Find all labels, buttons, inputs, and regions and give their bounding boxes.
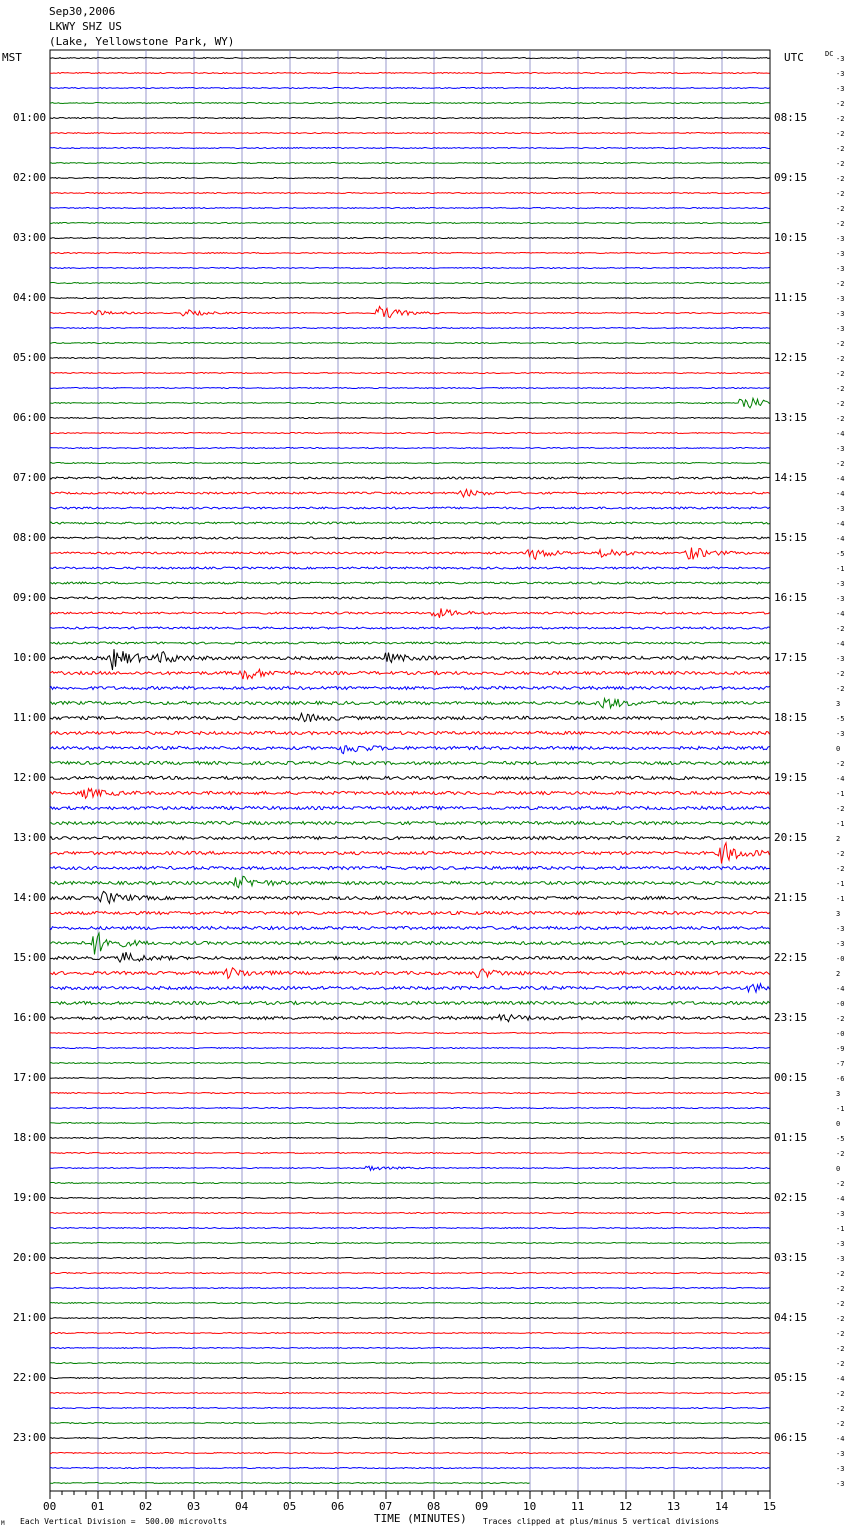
dc-offset-label: -3: [836, 85, 845, 93]
trace-row-24: [50, 418, 770, 419]
trace-row-0: [50, 58, 770, 59]
x-tick-label: 02: [139, 1500, 153, 1513]
dc-offset-label: -3: [836, 730, 845, 738]
dc-offset-label: -3: [836, 925, 845, 933]
left-hour-label: 19:00: [13, 1191, 47, 1204]
dc-offset-label: -3: [836, 295, 845, 303]
dc-offset-label: -1: [836, 880, 845, 888]
trace-row-16: [50, 298, 770, 299]
dc-offset-label: -6: [836, 1075, 845, 1083]
trace-row-4: [50, 118, 770, 119]
dc-offset-label: -2: [836, 100, 845, 108]
dc-offset-label: -2: [836, 340, 845, 348]
right-hour-label: 23:15: [774, 1011, 808, 1024]
dc-offset-label: -2: [836, 280, 845, 288]
trace-row-82: [50, 1288, 770, 1289]
dc-offset-label: -2: [836, 625, 845, 633]
trace-row-63: [50, 1001, 770, 1004]
dc-offset-label: -2: [836, 190, 845, 198]
trace-row-58: [50, 926, 770, 929]
trace-row-41: [50, 669, 770, 679]
trace-row-81: [50, 1273, 770, 1274]
right-hour-label: 04:15: [774, 1311, 808, 1324]
dc-offset-label: 3: [836, 910, 841, 918]
header-date: Sep30,2006: [49, 5, 116, 18]
dc-offset-label: -5: [836, 550, 845, 558]
trace-row-32: [50, 537, 770, 539]
trace-row-2: [50, 88, 770, 89]
header-location: (Lake, Yellowstone Park, WY): [49, 35, 235, 48]
dc-offset-label: 3: [836, 1090, 841, 1098]
right-hour-label: 10:15: [774, 231, 808, 244]
trace-row-40: [50, 649, 770, 670]
dc-offset-label: -5: [836, 1135, 845, 1143]
left-hour-label: 15:00: [13, 951, 47, 964]
left-timezone-label: MST: [2, 51, 22, 64]
dc-offset-label: 0: [836, 745, 841, 753]
dc-offset-label: -2: [836, 685, 845, 693]
left-hour-label: 23:00: [13, 1431, 47, 1444]
trace-row-23: [50, 398, 770, 408]
trace-row-35: [50, 582, 770, 584]
dc-offset-label: -4: [836, 520, 845, 528]
dc-offset-label: -3: [836, 70, 845, 78]
dc-offset-label: -3: [836, 265, 845, 273]
trace-row-74: [50, 1166, 770, 1170]
left-hour-label: 06:00: [13, 411, 47, 424]
right-hour-label: 06:15: [774, 1431, 808, 1444]
x-tick-label: 14: [715, 1500, 729, 1513]
dc-offset-label: -2: [836, 160, 845, 168]
x-tick-label: 13: [667, 1500, 681, 1513]
dc-offset-label: -0: [836, 1000, 845, 1008]
trace-row-64: [50, 1015, 770, 1022]
trace-row-52: [50, 836, 770, 839]
trace-row-37: [50, 608, 770, 617]
trace-row-92: [50, 1438, 770, 1439]
trace-row-30: [50, 507, 770, 509]
dc-offset-label: -2: [836, 400, 845, 408]
right-hour-label: 11:15: [774, 291, 808, 304]
trace-row-45: [50, 731, 770, 734]
trace-row-87: [50, 1363, 770, 1364]
x-tick-label: 01: [91, 1500, 105, 1513]
dc-offset-label: -2: [836, 1180, 845, 1188]
trace-row-59: [50, 933, 770, 954]
left-hour-label: 20:00: [13, 1251, 47, 1264]
dc-offset-label: -1: [836, 790, 845, 798]
left-hour-label: 10:00: [13, 651, 47, 664]
trace-row-62: [50, 984, 770, 993]
trace-row-54: [50, 866, 770, 869]
dc-offset-label: -3: [836, 445, 845, 453]
trace-row-34: [50, 567, 770, 569]
right-hour-label: 02:15: [774, 1191, 808, 1204]
trace-row-93: [50, 1453, 770, 1454]
dc-offset-label: -2: [836, 460, 845, 468]
trace-row-25: [50, 433, 770, 434]
clip-note: Traces clipped at plus/minus 5 vertical divisions: [483, 1517, 720, 1526]
trace-row-55: [50, 876, 770, 887]
dc-offset-label: -1: [836, 820, 845, 828]
scale-note: Each Vertical Division = 500.00 microvolts: [20, 1517, 228, 1526]
plot-frame: [50, 50, 770, 1491]
trace-row-70: [50, 1108, 770, 1109]
left-hour-label: 12:00: [13, 771, 47, 784]
dc-header-label: DC: [825, 50, 834, 58]
trace-row-11: [50, 223, 770, 224]
x-tick-label: 11: [571, 1500, 585, 1513]
right-hour-label: 22:15: [774, 951, 808, 964]
dc-offset-label: -4: [836, 1435, 845, 1443]
trace-row-84: [50, 1318, 770, 1319]
x-tick-label: 05: [283, 1500, 297, 1513]
dc-offset-label: -2: [836, 805, 845, 813]
dc-offset-label: -3: [836, 1465, 845, 1473]
trace-row-72: [50, 1138, 770, 1139]
dc-offset-label: -2: [836, 1420, 845, 1428]
trace-row-9: [50, 193, 770, 194]
right-hour-label: 12:15: [774, 351, 808, 364]
left-hour-label: 01:00: [13, 111, 47, 124]
x-tick-label: 10: [523, 1500, 537, 1513]
dc-offset-label: -3: [836, 655, 845, 663]
x-tick-label: 06: [331, 1500, 345, 1513]
trace-row-90: [50, 1408, 770, 1409]
dc-offset-label: -2: [836, 1015, 845, 1023]
x-tick-label: 08: [427, 1500, 441, 1513]
trace-row-57: [50, 911, 770, 914]
left-hour-label: 08:00: [13, 531, 47, 544]
left-hour-label: 11:00: [13, 711, 47, 724]
left-hour-label: 14:00: [13, 891, 47, 904]
left-hour-label: 13:00: [13, 831, 47, 844]
left-hour-label: 02:00: [13, 171, 47, 184]
trace-row-73: [50, 1153, 770, 1154]
dc-offset-label: -9: [836, 1045, 845, 1053]
trace-row-89: [50, 1393, 770, 1394]
right-hour-label: 15:15: [774, 531, 808, 544]
dc-offset-label: -2: [836, 1390, 845, 1398]
dc-offset-label: -2: [836, 175, 845, 183]
trace-row-94: [50, 1468, 770, 1469]
dc-offset-label: -2: [836, 370, 845, 378]
dc-offset-label: -5: [836, 715, 845, 723]
right-hour-label: 20:15: [774, 831, 808, 844]
right-hour-label: 16:15: [774, 591, 808, 604]
dc-offset-label: -1: [836, 895, 845, 903]
left-hour-label: 21:00: [13, 1311, 47, 1324]
x-tick-label: 12: [619, 1500, 633, 1513]
trace-row-12: [50, 238, 770, 239]
x-tick-label: 03: [187, 1500, 201, 1513]
dc-offset-label: -3: [836, 55, 845, 63]
right-hour-label: 19:15: [774, 771, 808, 784]
trace-row-3: [50, 103, 770, 104]
x-tick-label: 15: [763, 1500, 777, 1513]
right-hour-label: 03:15: [774, 1251, 808, 1264]
trace-row-86: [50, 1348, 770, 1349]
trace-row-31: [50, 522, 770, 524]
dc-offset-label: -2: [836, 865, 845, 873]
dc-offset-label: -2: [836, 1405, 845, 1413]
trace-row-20: [50, 358, 770, 359]
trace-row-60: [50, 952, 770, 962]
right-hour-label: 18:15: [774, 711, 808, 724]
trace-row-50: [50, 806, 770, 809]
dc-offset-label: -2: [836, 1330, 845, 1338]
trace-row-85: [50, 1333, 770, 1334]
dc-offset-label: 2: [836, 835, 841, 843]
trace-row-29: [50, 489, 770, 497]
dc-offset-label: -2: [836, 415, 845, 423]
left-hour-label: 17:00: [13, 1071, 47, 1084]
dc-offset-label: -4: [836, 775, 845, 783]
dc-offset-label: -2: [836, 220, 845, 228]
trace-row-49: [50, 789, 770, 799]
trace-row-18: [50, 328, 770, 329]
dc-offset-label: 2: [836, 970, 841, 978]
trace-row-79: [50, 1243, 770, 1244]
trace-row-66: [50, 1048, 770, 1049]
trace-row-33: [50, 548, 770, 560]
dc-offset-label: -0: [836, 955, 845, 963]
dc-offset-label: -3: [836, 1480, 845, 1488]
x-tick-label: 00: [43, 1500, 57, 1513]
dc-offset-label: -2: [836, 1270, 845, 1278]
trace-row-1: [50, 73, 770, 74]
dc-offset-label: -4: [836, 610, 845, 618]
dc-offset-label: 3: [836, 700, 841, 708]
dc-offset-label: -2: [836, 760, 845, 768]
dc-offset-label: -4: [836, 475, 845, 483]
left-hour-label: 04:00: [13, 291, 47, 304]
trace-row-51: [50, 821, 770, 824]
trace-row-39: [50, 642, 770, 644]
right-hour-label: 01:15: [774, 1131, 808, 1144]
trace-row-46: [50, 746, 770, 754]
trace-row-14: [50, 268, 770, 269]
dc-offset-label: -3: [836, 1240, 845, 1248]
dc-offset-label: -0: [836, 1030, 845, 1038]
right-hour-label: 21:15: [774, 891, 808, 904]
right-hour-label: 05:15: [774, 1371, 808, 1384]
trace-row-71: [50, 1123, 770, 1124]
right-hour-label: 08:15: [774, 111, 808, 124]
dc-offset-label: -2: [836, 145, 845, 153]
dc-offset-label: -3: [836, 1255, 845, 1263]
x-tick-label: 07: [379, 1500, 393, 1513]
left-hour-label: 07:00: [13, 471, 47, 484]
left-hour-label: 22:00: [13, 1371, 47, 1384]
dc-offset-label: -3: [836, 1450, 845, 1458]
trace-row-22: [50, 388, 770, 389]
trace-row-5: [50, 133, 770, 134]
trace-row-21: [50, 373, 770, 374]
trace-row-13: [50, 253, 770, 254]
corner-mark: M: [1, 1520, 5, 1527]
dc-offset-label: -2: [836, 1150, 845, 1158]
trace-row-69: [50, 1093, 770, 1094]
left-hour-label: 09:00: [13, 591, 47, 604]
dc-offset-label: -7: [836, 1060, 845, 1068]
trace-row-47: [50, 761, 770, 764]
dc-offset-label: -4: [836, 640, 845, 648]
dc-offset-label: -3: [836, 505, 845, 513]
dc-offset-label: 0: [836, 1120, 841, 1128]
trace-row-61: [50, 968, 770, 979]
dc-offset-label: -1: [836, 1225, 845, 1233]
trace-row-15: [50, 283, 770, 284]
trace-row-27: [50, 463, 770, 464]
trace-row-44: [50, 713, 770, 722]
dc-offset-label: -2: [836, 1300, 845, 1308]
trace-row-53: [50, 843, 770, 864]
dc-offset-label: -3: [836, 1210, 845, 1218]
x-tick-label: 04: [235, 1500, 249, 1513]
dc-offset-label: -3: [836, 580, 845, 588]
trace-row-19: [50, 343, 770, 344]
dc-offset-label: -4: [836, 490, 845, 498]
trace-row-65: [50, 1033, 770, 1034]
left-hour-label: 18:00: [13, 1131, 47, 1144]
right-timezone-label: UTC: [784, 51, 804, 64]
dc-offset-label: -2: [836, 130, 845, 138]
dc-offset-label: -2: [836, 1345, 845, 1353]
trace-row-8: [50, 178, 770, 179]
x-axis-title: TIME (MINUTES): [374, 1512, 467, 1525]
dc-offset-label: -2: [836, 1285, 845, 1293]
left-hour-label: 03:00: [13, 231, 47, 244]
trace-row-48: [50, 776, 770, 779]
right-hour-label: 00:15: [774, 1071, 808, 1084]
trace-row-38: [50, 627, 770, 629]
trace-row-36: [50, 597, 770, 599]
header-station: LKWY SHZ US: [49, 20, 122, 33]
dc-offset-label: -1: [836, 1105, 845, 1113]
trace-row-77: [50, 1213, 770, 1214]
dc-offset-label: -4: [836, 1195, 845, 1203]
dc-offset-label: -2: [836, 850, 845, 858]
dc-offset-label: -4: [836, 535, 845, 543]
dc-offset-label: -2: [836, 205, 845, 213]
trace-row-7: [50, 163, 770, 164]
dc-offset-label: -3: [836, 250, 845, 258]
trace-row-91: [50, 1423, 770, 1424]
trace-row-68: [50, 1078, 770, 1079]
dc-offset-label: -3: [836, 325, 845, 333]
dc-offset-label: -4: [836, 430, 845, 438]
trace-row-88: [50, 1378, 770, 1379]
trace-row-6: [50, 148, 770, 149]
trace-row-28: [50, 477, 770, 479]
dc-offset-label: -2: [836, 115, 845, 123]
trace-row-80: [50, 1258, 770, 1259]
dc-offset-label: -2: [836, 1315, 845, 1323]
trace-row-83: [50, 1303, 770, 1304]
right-hour-label: 13:15: [774, 411, 808, 424]
right-hour-label: 09:15: [774, 171, 808, 184]
dc-offset-label: -3: [836, 235, 845, 243]
trace-row-75: [50, 1183, 770, 1184]
left-hour-label: 05:00: [13, 351, 47, 364]
trace-row-67: [50, 1063, 770, 1064]
dc-offset-label: -4: [836, 1375, 845, 1383]
trace-row-42: [50, 686, 770, 689]
trace-row-76: [50, 1198, 770, 1199]
dc-offset-label: -2: [836, 355, 845, 363]
dc-offset-label: -2: [836, 670, 845, 678]
dc-offset-label: 0: [836, 1165, 841, 1173]
dc-offset-label: -2: [836, 1360, 845, 1368]
dc-offset-label: -3: [836, 940, 845, 948]
trace-row-26: [50, 448, 770, 449]
trace-row-56: [50, 891, 770, 903]
dc-offset-label: -3: [836, 595, 845, 603]
trace-row-10: [50, 208, 770, 209]
left-hour-label: 16:00: [13, 1011, 47, 1024]
trace-row-17: [50, 306, 770, 317]
dc-offset-label: -2: [836, 385, 845, 393]
trace-row-43: [50, 699, 770, 709]
x-tick-label: 09: [475, 1500, 489, 1513]
dc-offset-label: -4: [836, 985, 845, 993]
dc-offset-label: -3: [836, 310, 845, 318]
right-hour-label: 17:15: [774, 651, 808, 664]
dc-offset-label: -1: [836, 565, 845, 573]
right-hour-label: 14:15: [774, 471, 808, 484]
trace-row-78: [50, 1228, 770, 1229]
